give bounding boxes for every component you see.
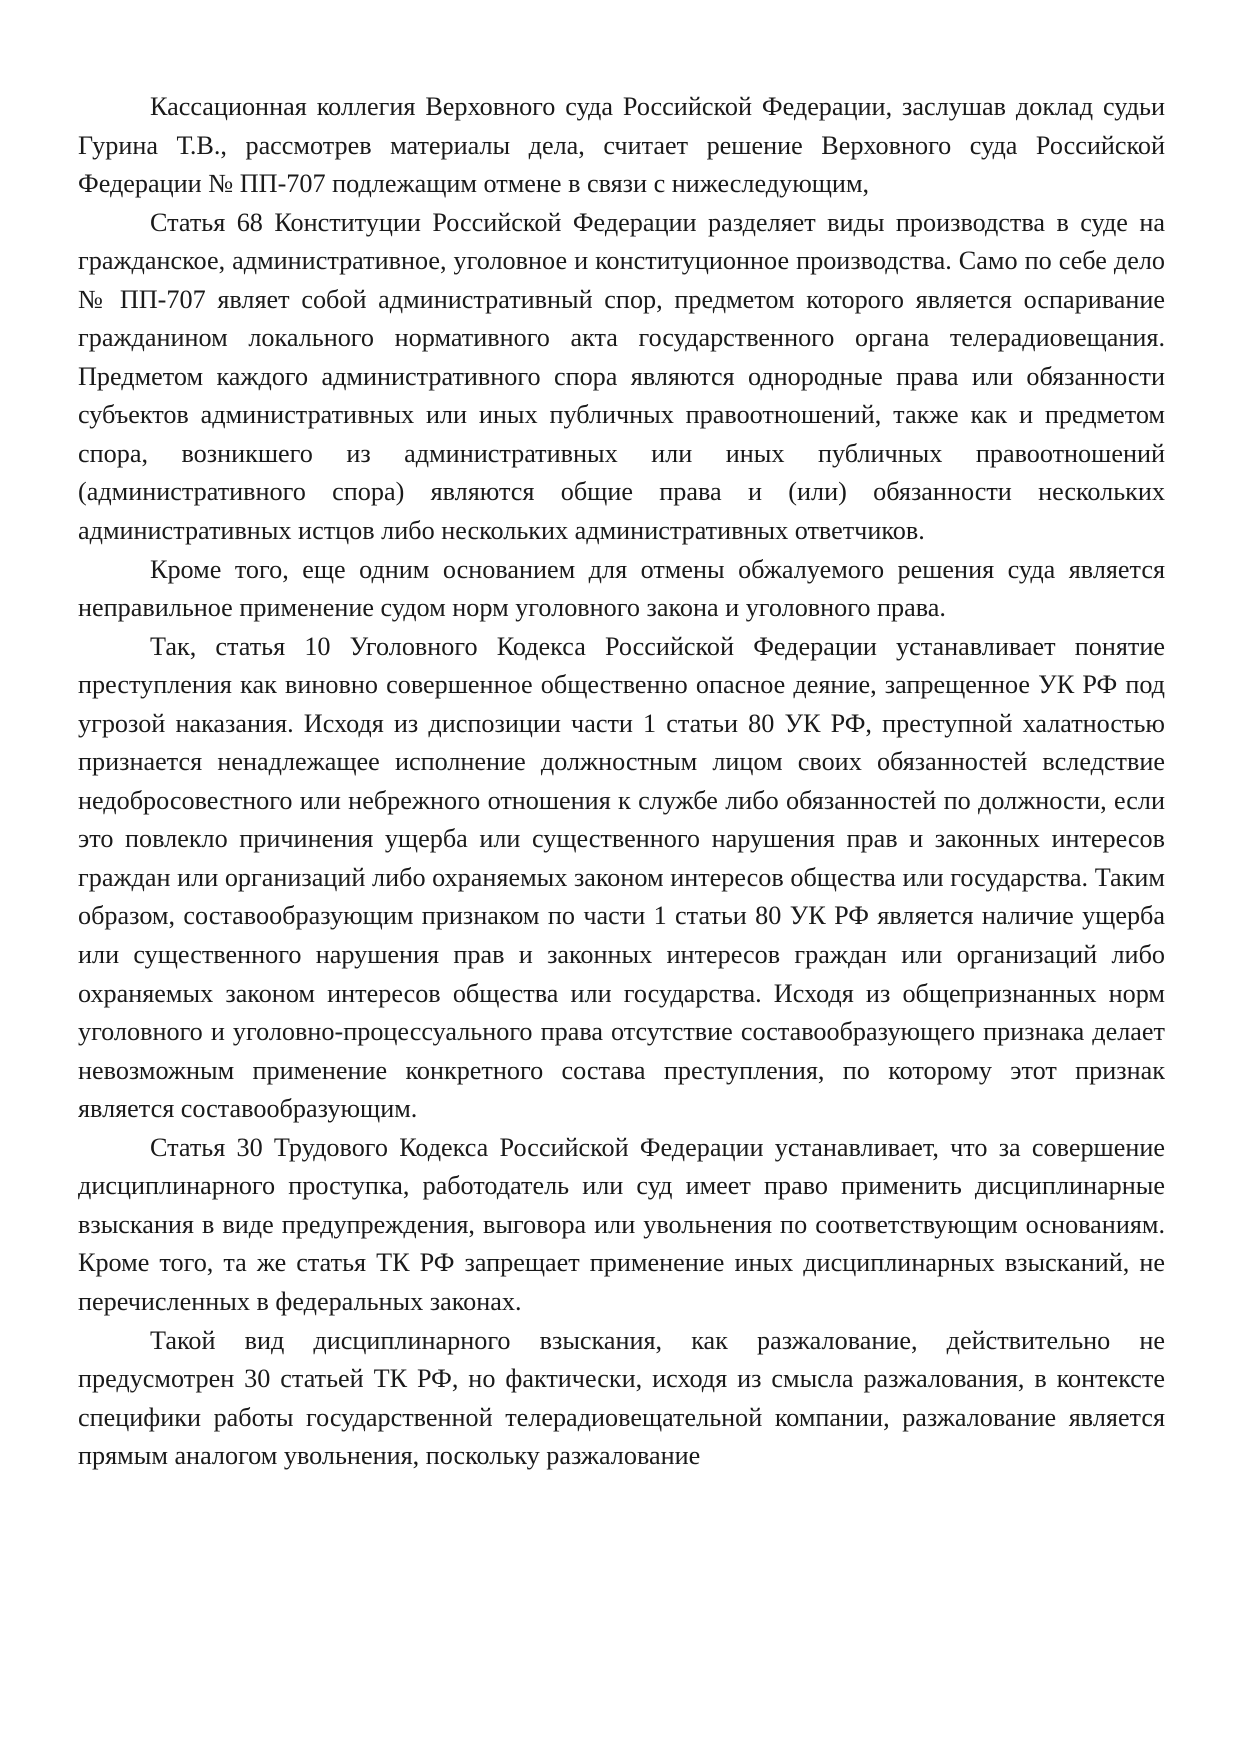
document-body (78, 88, 1165, 1476)
paragraph-labor-code-article-30: Статья 30 Трудового Кодекса Российской Федерации устанавливает, что за совершение дисциплинарного проступка, работодатель или суд имеет право применить дисциплинарные взыскания в виде предупреждения, выговора или увольнения по соответствующим основаниям. Кроме того, та же статья ТК РФ запрещает применение иных дисциплинарных взысканий, не перечисленных в федеральных законах. (78, 1132, 1165, 1316)
paragraph-criminal-law-grounds: Кроме того, еще одним основанием для отмены обжалуемого решения суда является неправильное применение судом норм уголовного закона и уголовного права. (78, 554, 1165, 623)
paragraph-demotion: Такой вид дисциплинарного взыскания, как разжалование, действительно не предусмотрен 30 статьей ТК РФ, но фактически, исходя из смысла разжалования, в контексте специфики работы государственной телерадиовещательной компании, разжалование является прямым аналогом увольнения, поскольку разжалование (78, 1325, 1165, 1471)
paragraph-criminal-code-article-10: Так, статья 10 Уголовного Кодекса Российской Федерации устанавливает понятие преступления как виновно совершенное общественно опасное деяние, запрещенное УК РФ под угрозой наказания. Исходя из диспозиции части 1 статьи 80 УК РФ, преступной халатностью признается ненадлежащее исполнение должностным лицом своих обязанностей вследствие недобросовестного или небрежного отношения к службе либо обязанностей по должности, если это повлекло причинения ущерба или существенного нарушения прав и законных интересов граждан или организаций либо охраняемых законом интересов общества или государства. Таким образом, составообразующим признаком по части 1 статьи 80 УК РФ является наличие ущерба или существенного нарушения прав и законных интересов граждан или организаций либо охраняемых законом интересов общества или государства. Исходя из общепризнанных норм уголовного и уголовно-процессуального права отсутствие составообразующего признака делает невозможным применение конкретного состава преступления, по которому этот признак является составообразующим. (78, 631, 1165, 1124)
paragraph-cassation-intro: Кассационная коллегия Верховного суда Российской Федерации, заслушав доклад судьи Гурина Т.В., рассмотрев материалы дела, считает решение Верховного суда Российской Федерации № ПП-707 подлежащим отмене в связи с нижеследующим, (78, 92, 1165, 199)
paragraph-constitution-article-68: Статья 68 Конституции Российской Федерации разделяет виды производства в суде на гражданское, административное, уголовное и конституционное производства. Само по себе дело № ПП-707 являет собой административный спор, предметом которого является оспаривание гражданином локального нормативного акта государственного органа телерадиовещания. Предметом каждого административного спора являются однородные права или обязанности субъектов административных или иных публичных правоотношений, также как и предметом спора, возникшего из административных или иных публичных правоотношений (административного спора) являются общие права и (или) обязанности нескольких административных истцов либо нескольких административных ответчиков. (78, 207, 1165, 546)
